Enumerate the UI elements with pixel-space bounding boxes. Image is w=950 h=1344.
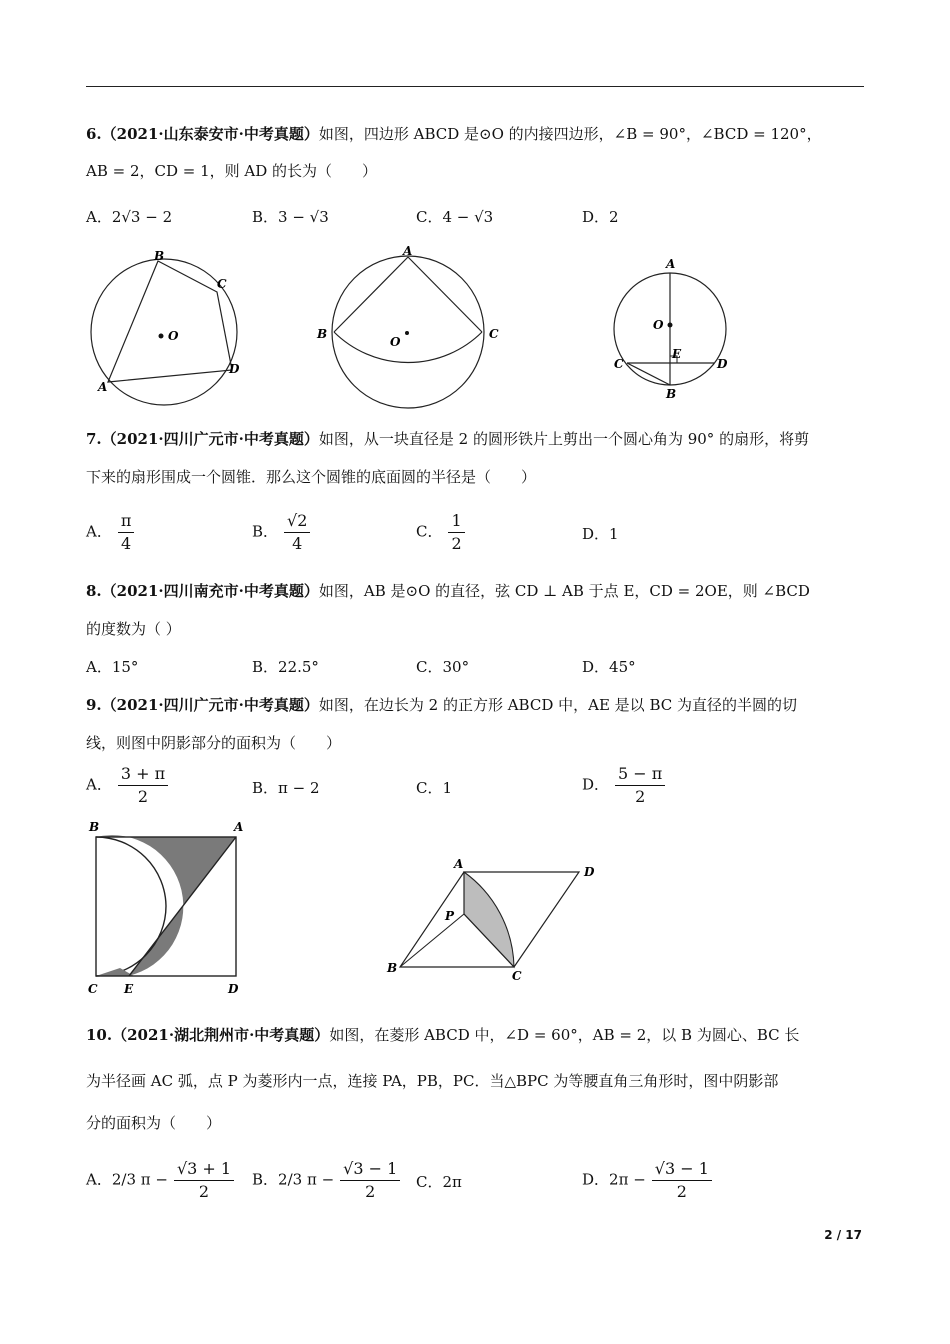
q8-option-c: C．30° [416, 658, 470, 676]
q9-a-den: 2 [137, 787, 149, 806]
label-d: D [717, 357, 728, 371]
page-number: 2 / 17 [824, 1228, 862, 1242]
q9-d-num: 5 − π [615, 763, 665, 786]
q9-option-d [582, 763, 665, 808]
label-a: A [98, 380, 108, 394]
q10-source: （2021·湖北荆州市·中考真题） [112, 1026, 330, 1044]
q10-b-den: 2 [365, 1182, 376, 1201]
label-a: A [666, 257, 676, 271]
label-e: E [124, 982, 134, 996]
q10-text1: 如图，在菱形 ABCD 中，∠D = 60°，AB = 2，以 B 为圆心、BC 长 [329, 1026, 800, 1044]
q9-source: （2021·四川广元市·中考真题） [101, 696, 319, 714]
label-p: P [445, 909, 455, 923]
q6-figure-cyclic-quad [86, 246, 256, 416]
q10-a-pre: 2/3 π − [111, 1170, 168, 1189]
q10-option-a [86, 1158, 234, 1203]
label-a: A [454, 857, 464, 871]
q8-num: 8. [86, 582, 102, 600]
q9-option-a [86, 763, 168, 808]
q9-a-frac [118, 763, 168, 808]
q7-b-frac [284, 510, 310, 555]
q6-source: （2021·山东泰安市·中考真题） [101, 125, 319, 143]
q7-c-num: 1 [448, 510, 464, 533]
label-d: D [584, 865, 595, 879]
q9-d-frac [615, 763, 665, 808]
q10-a-frac [174, 1158, 234, 1203]
q8-option-b: B．22.5° [252, 658, 319, 676]
label-c: C [512, 969, 522, 983]
q7-a-den: 4 [121, 534, 132, 553]
label-o: O [653, 318, 664, 332]
q7-option-a [86, 510, 134, 555]
q10-line2: 为半径画 AC 弧，点 P 为菱形内一点，连接 PA，PB，PC．当△BPC 为等腰直角三角形时，图中阴影部 [86, 1072, 779, 1090]
q10-d-num: √3 − 1 [652, 1158, 712, 1181]
q10-a-num: √3 + 1 [174, 1158, 234, 1181]
q6-line1 [86, 123, 822, 144]
q8-line1 [86, 580, 810, 601]
q9-a-label: A． [86, 775, 112, 794]
label-b: B [317, 327, 328, 341]
q7-c-den: 2 [451, 534, 462, 553]
q9-a-num: 3 + π [118, 763, 168, 786]
q7-a-frac [118, 510, 135, 555]
label-b: B [89, 820, 100, 834]
label-d: D [228, 982, 239, 996]
q10-d-label: D． [582, 1170, 610, 1189]
q9-d-den: 2 [635, 787, 646, 806]
q10-a-den: 2 [198, 1182, 210, 1201]
q6-option-b: B．3 − √3 [252, 208, 329, 226]
label-e: E [672, 347, 682, 361]
q7-b-den: 4 [292, 534, 303, 553]
q7-option-b [252, 510, 310, 555]
header-rule [86, 86, 864, 87]
q10-option-c: C．2π [416, 1173, 462, 1191]
q10-b-pre: 2/3 π − [278, 1170, 335, 1189]
label-c: C [614, 357, 624, 371]
q7-line1 [86, 428, 809, 449]
label-c: C [217, 277, 227, 291]
q8-option-a: A．15° [86, 658, 139, 676]
q7-b-label: B． [252, 522, 279, 541]
q10-b-num: √3 − 1 [340, 1158, 400, 1181]
q6-num: 6. [86, 125, 102, 143]
q10-figure-rhombus [384, 852, 604, 987]
q8-text1: 如图，AB 是⊙O 的直径，弦 CD ⊥ AB 于点 E，CD = 2OE，则 ∠BCD [318, 582, 810, 600]
q10-b-label: B． [252, 1170, 279, 1189]
q9-line2: 线，则图中阴影部分的面积为（ ） [86, 734, 342, 752]
q7-b-num: √2 [284, 510, 310, 533]
label-c: C [489, 327, 499, 341]
q9-option-c: C．1 [416, 779, 453, 797]
q9-option-b: B．π − 2 [252, 779, 320, 797]
label-a: A [234, 820, 244, 834]
q6-line2: AB = 2，CD = 1，则 AD 的长为（ ） [86, 162, 378, 180]
q9-figure-square [86, 818, 256, 998]
q7-c-frac [448, 510, 464, 555]
label-b: B [154, 249, 165, 263]
q6-option-d: D．2 [582, 208, 619, 226]
q10-d-den: 2 [676, 1182, 687, 1201]
q8-line2: 的度数为（ ） [86, 620, 181, 638]
q10-a-label: A． [86, 1170, 112, 1189]
label-c: C [88, 982, 98, 996]
q9-text1: 如图，在边长为 2 的正方形 ABCD 中，AE 是以 BC 为直径的半圆的切 [318, 696, 797, 714]
q7-a-label: A． [86, 522, 112, 541]
label-d: D [229, 362, 240, 376]
q6-option-c: C．4 − √3 [416, 208, 494, 226]
q10-num: 10. [86, 1026, 113, 1044]
q7-figure-sector [314, 244, 504, 414]
q7-option-c [416, 510, 465, 555]
q7-source: （2021·四川广元市·中考真题） [101, 430, 319, 448]
label-o: O [390, 335, 401, 349]
label-a: A [403, 244, 413, 258]
q6-text1: 如图，四边形 ABCD 是⊙O 的内接四边形，∠B = 90°，∠BCD = 120°， [318, 125, 822, 143]
q7-line2: 下来的扇形围成一个圆锥．那么这个圆锥的底面圆的半径是（ ） [86, 468, 537, 486]
q6-option-a: A．2√3 − 2 [86, 208, 173, 226]
q9-num: 9. [86, 696, 102, 714]
q7-c-label: C． [416, 522, 443, 541]
q9-line1 [86, 694, 797, 715]
q7-text1: 如图，从一块直径是 2 的圆形铁片上剪出一个圆心角为 90° 的扇形，将剪 [318, 430, 810, 448]
q8-option-d: D．45° [582, 658, 636, 676]
label-b: B [666, 387, 677, 401]
q7-option-d: D．1 [582, 525, 619, 543]
q10-option-b [252, 1158, 400, 1203]
q10-option-d [582, 1158, 712, 1203]
q8-source: （2021·四川南充市·中考真题） [101, 582, 319, 600]
q10-d-frac [652, 1158, 712, 1203]
q9-d-label: D． [582, 775, 610, 794]
q7-a-num: π [118, 510, 135, 533]
q10-b-frac [340, 1158, 400, 1203]
q10-line1 [86, 1024, 799, 1045]
q10-d-pre: 2π − [609, 1170, 646, 1189]
label-b: B [387, 961, 398, 975]
q10-line3: 分的面积为（ ） [86, 1114, 222, 1132]
q7-num: 7. [86, 430, 102, 448]
q8-figure-chord [608, 252, 748, 402]
label-o: O [168, 329, 179, 343]
